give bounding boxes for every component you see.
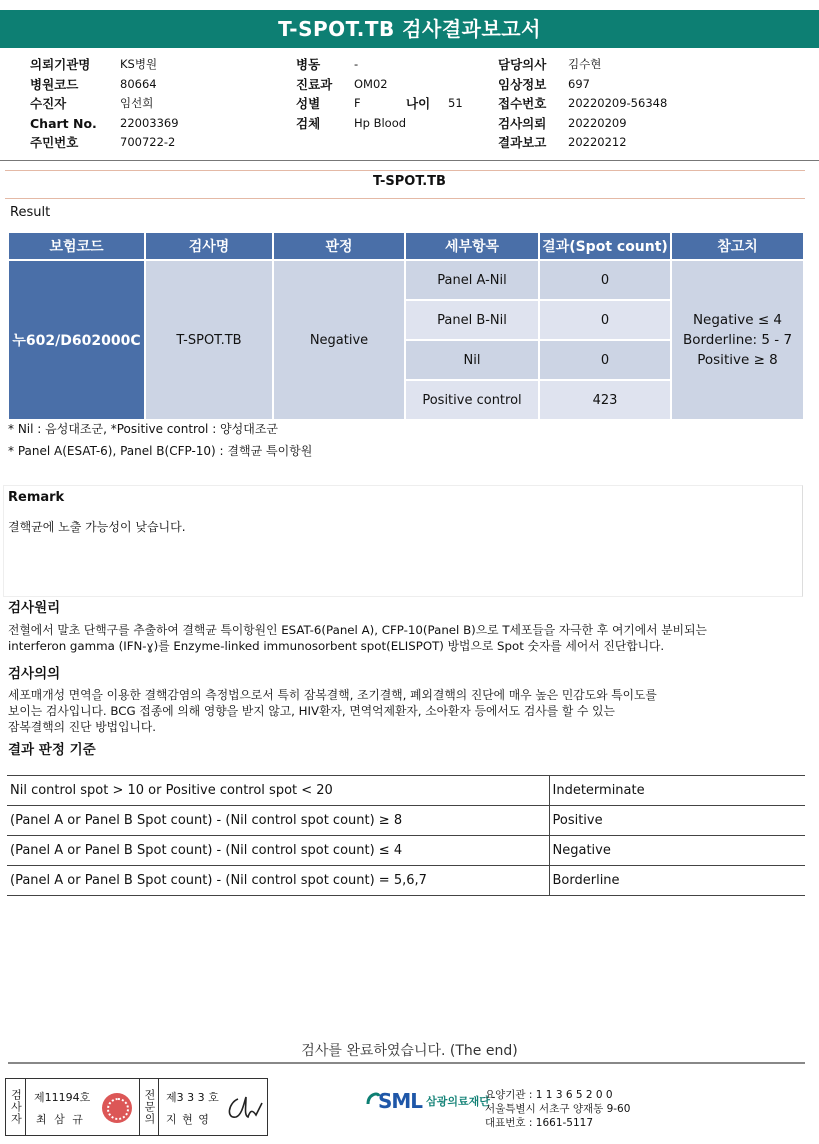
age-label: 나이 [406,96,431,111]
principle-heading: 검사원리 [8,600,61,616]
confirm-name: 지 현 영 [166,1113,210,1126]
info-value: 80664 [120,76,157,91]
info-value: 20220209 [568,115,627,130]
principle-text: interferon gamma (IFN-ɣ)를 Enzyme-linked immunosorbent spot(ELISPOT) 방법으로 Spot 숫자를 세어서 진단합니다. [8,639,665,653]
info-col-1 [30,55,179,153]
info-value: OM02 [354,76,388,91]
company-info-line: 서울특별시 서초구 양재동 9-60 [485,1103,631,1115]
insurance-code: 누602/D602000C [9,261,144,419]
criteria-result: Negative [549,836,805,866]
company-info [485,1088,630,1130]
info-key: 병원코드 [30,76,79,92]
reference-line: Borderline: 5 - 7 [682,332,793,348]
info-key: 결과보고 [498,135,547,150]
info-value: 20220209-56348 [568,96,668,110]
criteria-condition: (Panel A or Panel B Spot count) - (Nil control spot count) ≤ 4 [7,836,549,866]
reference-line: Negative ≤ 4 [692,312,783,328]
criteria-result: Positive [549,806,805,836]
judgement: Negative [274,261,404,419]
criteria-result: Borderline [549,866,805,896]
confirm-label [139,1079,159,1135]
info-value: 20220212 [568,135,627,149]
company-info-line: 요양기관 : 1 1 3 6 5 2 0 0 [485,1089,613,1101]
examiner-label [6,1079,26,1135]
report-title: T-SPOT.TB 검사결과보고서 [0,10,819,48]
item-value: 0 [540,301,670,339]
header-result: 결과(Spot count) [540,233,670,259]
criteria-heading: 결과 판정 기준 [8,742,96,758]
info-key: 검체 [296,115,321,131]
logo-company-name: 삼광의료재단 [426,1095,490,1108]
item-name: Nil [406,341,538,379]
table-row [7,776,805,806]
confirm-no: 제3 3 3 호 [166,1091,219,1104]
table-row [7,806,805,836]
info-key: 담당의사 [498,57,547,72]
divider [5,170,805,171]
reference-line: Positive ≥ 8 [697,352,778,368]
signature-block [5,1078,268,1136]
info-value: 임선희 [120,96,154,110]
end-text: 검사를 완료하였습니다. (The end) [301,1043,518,1059]
confirm-label-text: 전문의 [143,1089,156,1125]
info-col-2 [296,55,463,133]
significance-text: 잠복결핵의 진단 방법입니다. [8,720,156,734]
header-reference: 참고치 [672,233,803,259]
reference-values [672,261,803,419]
info-key: 병동 [296,57,321,72]
criteria-result: Indeterminate [549,776,805,806]
principle-text: 전혈에서 말초 단핵구를 추출하여 결핵균 특이항원인 ESAT-6(Panel A), CFP-10(Panel B)으로 T세포들을 자극한 후 여기에서 분비되는 [8,623,707,637]
result-label: Result [10,205,51,220]
info-key: 수진자 [30,96,67,111]
header-test: 검사명 [146,233,272,259]
table-header-row [9,233,803,259]
remark-heading: Remark [8,490,65,505]
result-table [7,231,805,421]
info-value: F [354,96,361,110]
header-item: 세부항목 [406,233,538,259]
remark-box [3,485,803,597]
info-key: 임상정보 [498,76,547,92]
table-row [7,866,805,896]
note-line: * Nil : 음성대조군, *Positive control : 양성대조군 [8,422,279,436]
examiner-no: 제11194호 [34,1091,91,1104]
info-key: Chart No. [30,115,97,131]
item-value: 423 [540,381,670,419]
logo-text: SML [378,1089,423,1113]
info-key: 성별 [296,96,321,111]
note-line: * Panel A(ESAT-6), Panel B(CFP-10) : 결핵균 특이항원 [8,444,313,458]
criteria-condition: Nil control spot > 10 or Positive control spot < 20 [7,776,549,806]
info-col-3 [498,55,667,153]
header-judgement: 판정 [274,233,404,259]
significance-heading: 검사의의 [8,666,61,682]
item-name: Panel A-Nil [406,261,538,299]
criteria-table [7,775,805,896]
divider [8,1062,805,1064]
item-name: Panel B-Nil [406,301,538,339]
test-name: T-SPOT.TB [146,261,272,419]
criteria-condition: (Panel A or Panel B Spot count) - (Nil control spot count) = 5,6,7 [7,866,549,896]
divider [0,160,819,161]
principle-section [8,598,806,654]
company-info-line: 대표번호 : 1661-5117 [485,1117,594,1129]
info-value: Hp Blood [354,115,407,130]
info-key: 접수번호 [498,96,547,111]
item-value: 0 [540,261,670,299]
criteria-heading-wrap [8,740,806,760]
info-value: KS병원 [120,57,158,71]
criteria-condition: (Panel A or Panel B Spot count) - (Nil control spot count) ≥ 8 [7,806,549,836]
item-name: Positive control [406,381,538,419]
info-key: 의뢰기관명 [30,57,91,72]
company-logo [366,1089,490,1113]
info-key: 진료과 [296,76,333,92]
seal-stamp-icon [102,1093,132,1123]
info-value: 700722-2 [120,135,176,149]
examiner-label-text: 검사자 [9,1089,23,1125]
table-row [7,836,805,866]
examiner-name: 최 삼 규 [36,1113,85,1126]
significance-text: 세포매개성 면역을 이용한 결핵감염의 측정법으로서 특히 잠복결핵, 조기결핵, 폐외결핵의 진단에 매우 높은 민감도와 특이도를 [8,688,657,702]
section-title: T-SPOT.TB [373,174,446,189]
info-key: 검사의뢰 [498,115,547,131]
info-value: - [354,57,359,71]
item-value: 0 [540,341,670,379]
table-row [9,261,803,299]
header-code: 보험코드 [9,233,144,259]
significance-text: 보이는 검사입니다. BCG 접종에 의해 영향을 받지 않고, HIV환자, 면역억제환자, 소아환자 등에서도 검사를 할 수 있는 [8,704,615,718]
significance-section [8,664,806,735]
remark-text: 결핵균에 노출 가능성이 낮습니다. [8,520,186,534]
divider [5,198,805,199]
info-key: 주민번호 [30,135,79,150]
age-value: 51 [448,96,463,110]
signature-icon [224,1093,264,1125]
info-value: 697 [568,76,590,91]
info-value: 22003369 [120,115,179,130]
info-value: 김수현 [568,57,602,71]
